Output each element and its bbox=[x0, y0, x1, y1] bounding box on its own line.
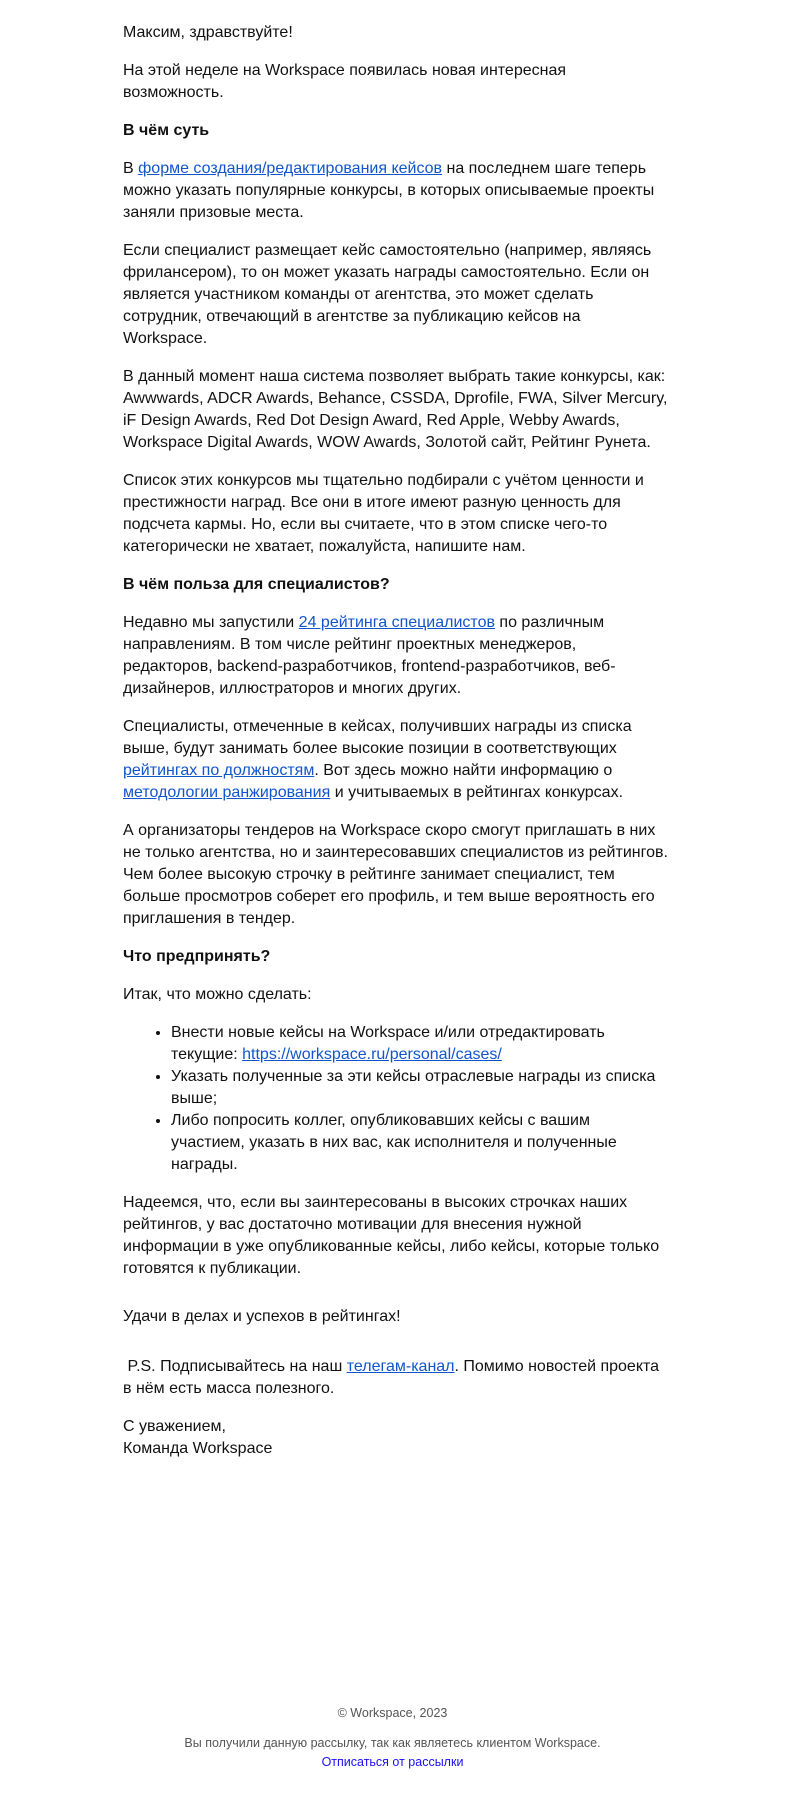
list-item bbox=[171, 1022, 668, 1066]
section-heading-actions: Что предпринять? bbox=[123, 948, 271, 965]
personal-cases-link[interactable]: https://workspace.ru/personal/cases/ bbox=[242, 1046, 502, 1063]
signature-team: Команда Workspace bbox=[123, 1440, 273, 1457]
section-heading-essence: В чём суть bbox=[123, 122, 210, 139]
benefit-paragraph-3: А организаторы тендеров на Workspace скоро смогут приглашать в них не только агентства, но и заинтересовавших специалистов из рейтингов. Чем более высокую строчку в рейтинге занимает специалист, тем больше просмотров соберет его профиль, и тем выше вероятность его приглашения в тендер. bbox=[123, 822, 668, 927]
list-item: • Либо попросить коллег, опубликовавших кейсы с вашим участием, указать в них вас, как исполнителя и полученные награды. bbox=[171, 1110, 668, 1176]
ranking-methodology-link[interactable]: методологии ранжирования bbox=[123, 784, 331, 801]
wish-line: Удачи в делах и успехов в рейтингах! bbox=[123, 1308, 401, 1325]
actions-lead: Итак, что можно сделать: bbox=[123, 986, 312, 1003]
essence-paragraph-3: В данный момент наша система позволяет выбрать такие конкурсы, как: Awwwards, ADCR Awards, Behance, CSSDA, Dprofile, FWA, Silver Mercury, iF Design Awards, Red Dot Design Award, Red Apple, Webby Awards, Workspace Digital Awards, WOW Awards, Золотой сайт, Рейтинг Рунета. bbox=[123, 368, 668, 451]
email-footer bbox=[0, 1704, 785, 1772]
closing-paragraph: Надеемся, что, если вы заинтересованы в высоких строчках наших рейтингов, у вас достаточно мотивации для внесения нужной информации в уже опубликованные кейсы, либо кейсы, которые только готовятся к публикации. bbox=[123, 1194, 660, 1277]
email-content bbox=[123, 22, 668, 1476]
footer-reason: Вы получили данную рассылку, так как являетесь клиентом Workspace. bbox=[184, 1736, 601, 1750]
case-form-link[interactable]: форме создания/редактирования кейсов bbox=[138, 160, 443, 177]
essence-paragraph-2: Если специалист размещает кейс самостоятельно (например, являясь фрилансером), то он может указать награды самостоятельно. Если он является участником команды от агентства, это может сделать сотрудник, отвечающий в агентстве за публикацию кейсов на Workspace. bbox=[123, 242, 652, 347]
text-fragment: P.S. Подписывайтесь на наш bbox=[123, 1358, 347, 1375]
section-heading-benefit: В чём польза для специалистов? bbox=[123, 576, 390, 593]
benefit-paragraph-2 bbox=[123, 716, 668, 804]
text-fragment: Недавно мы запустили bbox=[123, 614, 299, 631]
footer-copyright: © Workspace, 2023 bbox=[337, 1706, 448, 1720]
intro-paragraph: На этой неделе на Workspace появилась новая интересная возможность. bbox=[123, 62, 567, 101]
actions-list bbox=[123, 1022, 668, 1176]
ps-paragraph bbox=[123, 1356, 668, 1400]
text-fragment: . Помимо новостей проекта в нём есть масса полезного. bbox=[123, 1358, 664, 1397]
unsubscribe-link[interactable]: Отписаться от рассылки bbox=[321, 1755, 464, 1769]
position-ratings-link[interactable]: рейтингах по должностям bbox=[123, 762, 315, 779]
telegram-channel-link[interactable]: телегам-канал bbox=[346, 1358, 455, 1375]
text-fragment: и учитываемых в рейтингах конкурсах. bbox=[330, 784, 624, 801]
greeting: Максим, здравствуйте! bbox=[123, 24, 293, 41]
signature bbox=[123, 1416, 668, 1460]
text-fragment: Внести новые кейсы на Workspace и/или отредактировать текущие: bbox=[171, 1024, 605, 1063]
text-fragment: по различным направлениям. В том числе рейтинг проектных менеджеров, редакторов, backend-разработчиков, frontend-разработчиков, веб-дизайнеров, иллюстраторов и многих других. bbox=[123, 614, 616, 697]
essence-paragraph-1 bbox=[123, 158, 668, 224]
text-fragment: . Вот здесь можно найти информацию о bbox=[314, 762, 613, 779]
text-fragment: В bbox=[123, 160, 139, 177]
essence-paragraph-4: Список этих конкурсов мы тщательно подбирали с учётом ценности и престижности наград. Все они в итоге имеют разную ценность для подсчета кармы. Но, если вы считаете, что в этом списке чего-то категорически не хватает, пожалуйста, напишите нам. bbox=[123, 472, 644, 555]
list-item: • Указать полученные за эти кейсы отраслевые награды из списка выше; bbox=[171, 1066, 668, 1110]
benefit-paragraph-1 bbox=[123, 612, 668, 700]
text-fragment: Специалисты, отмеченные в кейсах, получивших награды из списка выше, будут занимать более высокие позиции в соответствующих bbox=[123, 718, 632, 757]
text-fragment: на последнем шаге теперь можно указать популярные конкурсы, в которых описываемые проекты заняли призовые места. bbox=[123, 160, 655, 221]
signature-regards: С уважением, bbox=[123, 1418, 226, 1435]
specialist-ratings-link[interactable]: 24 рейтинга специалистов bbox=[298, 614, 495, 631]
